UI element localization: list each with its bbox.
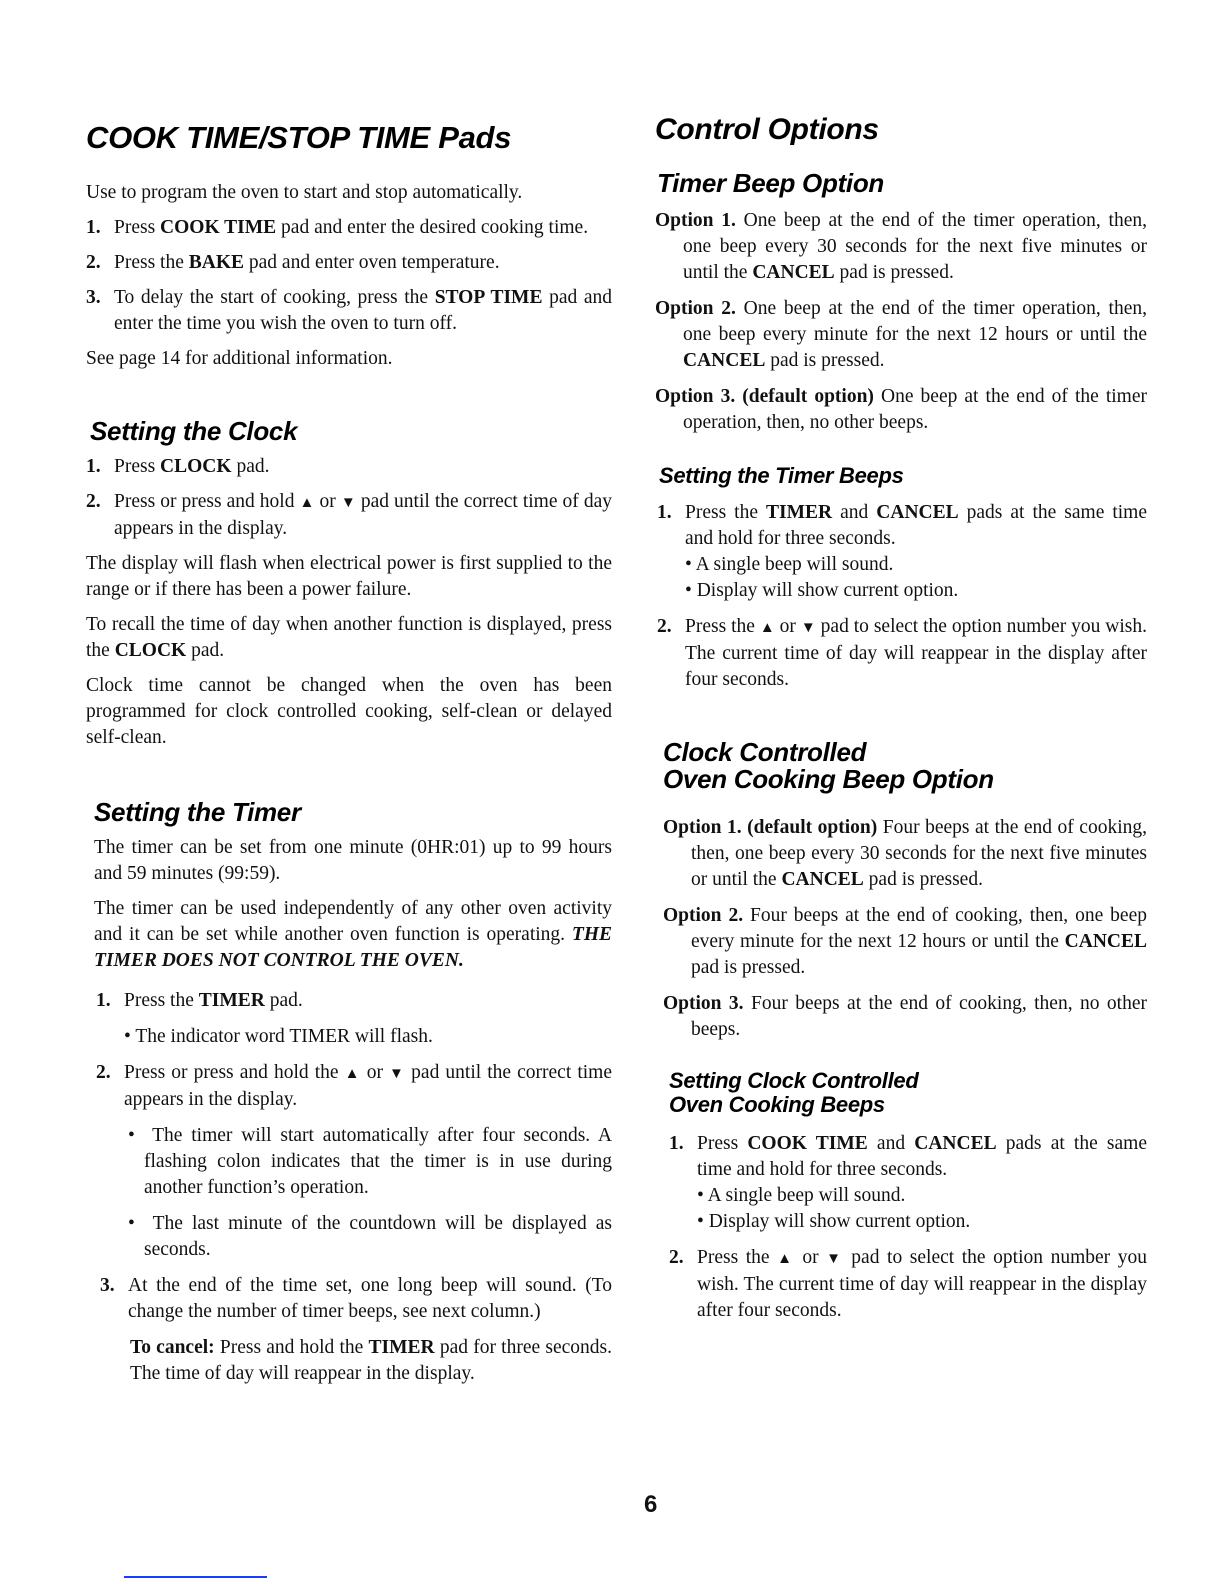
clock-beeps-step-1: 1. Press COOK TIME and CANCEL pads at the same time and hold for three seconds. (669, 1133, 1147, 1180)
setting-timer-heading: Setting the Timer (94, 797, 301, 827)
setting-timer-beeps-section (655, 464, 1147, 693)
clock-beeps-step-2: 2. Press the ▲ or ▼ pad to select the option number you wish. The current time of day will reappear in the display after four seconds. (669, 1247, 1147, 1321)
clock-beep-option-section (655, 739, 1147, 1043)
timer-para-independent: The timer can be used independently of any other oven activity and it can be set while another oven function is operating. THE TIMER DOES NOT CONTROL THE OVEN. (94, 898, 612, 971)
timer-beep-option-heading: Timer Beep Option (657, 168, 885, 198)
timer-beeps-bullet-2: • Display will show current option. (685, 580, 959, 601)
timer-para-range: The timer can be set from one minute (0HR:01) up to 99 hours and 59 minutes (99:59). (94, 837, 612, 884)
setting-clock-heading: Setting the Clock (90, 416, 298, 446)
down-arrow-icon: ▼ (340, 495, 356, 511)
clock-beep-option-heading: Clock Controlled Oven Cooking Beep Option (663, 737, 994, 794)
cook-stop-step-3: 3. To delay the start of cooking, press the STOP TIME pad and enter the time you wish the oven to turn off. (86, 287, 613, 334)
timer-beeps-bullet-1: • A single beep will sound. (685, 554, 894, 575)
timer-warning: THE TIMER DOES NOT CONTROL THE OVEN. (94, 924, 612, 971)
timer-beep-option-3: Option 3. (default option) One beep at the end of the timer operation, then, no other beeps. (655, 386, 1147, 433)
timer-step-1-bullet: • The indicator word TIMER will flash. (124, 1026, 433, 1047)
clock-para-flash: The display will flash when electrical power is first supplied to the range or if there has been a power failure. (86, 553, 612, 600)
timer-step-2-bullet-1: • The timer will start automatically after four seconds. A flashing colon indicates that the timer is in use during another function’s operation. (128, 1125, 612, 1198)
timer-beep-option-1: Option 1. One beep at the end of the timer operation, then, one beep every 30 seconds for the next five minutes or until the CANCEL pad is pressed. (655, 210, 1147, 283)
timer-step-3: 3. At the end of the time set, one long beep will sound. (To change the number of timer beeps, see next column.) (100, 1275, 612, 1322)
cook-stop-step-1: 1. Press COOK TIME pad and enter the desired cooking time. (86, 217, 589, 238)
down-arrow-icon: ▼ (800, 620, 816, 636)
timer-beep-option-section (655, 168, 1147, 436)
timer-beeps-step-2: 2. Press the ▲ or ▼ pad to select the option number you wish. The current time of day will reappear in the display after four seconds. (657, 616, 1148, 690)
setting-clock-beeps-section (655, 1069, 1147, 1324)
setting-clock-beeps-heading: Setting Clock Controlled Oven Cooking Beeps (669, 1068, 919, 1117)
setting-timer-section (86, 797, 612, 1387)
cook-stop-step-2: 2. Press the BAKE pad and enter oven temperature. (86, 252, 500, 273)
timer-step-2: 2. Press or press and hold the ▲ or ▼ pad until the correct time appears in the display. (96, 1062, 612, 1110)
page-number: 6 (644, 1491, 658, 1518)
up-arrow-icon: ▲ (777, 1251, 795, 1267)
down-arrow-icon: ▼ (389, 1066, 406, 1082)
setting-clock-section (86, 416, 612, 751)
timer-cancel-note: To cancel: Press and hold the TIMER pad for three seconds. The time of day will reappear in the display. (130, 1337, 612, 1384)
up-arrow-icon: ▲ (299, 495, 315, 511)
cook-stop-time-heading: COOK TIME/STOP TIME Pads (86, 120, 512, 155)
timer-beeps-step-1: 1. Press the TIMER and CANCEL pads at the same time and hold for three seconds. (657, 502, 1148, 549)
right-column (655, 112, 1147, 1324)
timer-beep-option-2: Option 2. One beep at the end of the timer operation, then, one beep every minute for the next 12 hours or until the CANCEL pad is pressed. (655, 298, 1147, 371)
control-options-heading: Control Options (655, 113, 879, 146)
clock-beep-option-2: Option 2. Four beeps at the end of cooking, then, one beep every minute for the next 12 hours or until the CANCEL pad is pressed. (663, 905, 1147, 978)
clock-step-2: 2. Press or press and hold ▲ or ▼ pad until the correct time of day appears in the display. (86, 491, 612, 539)
setting-timer-beeps-heading: Setting the Timer Beeps (659, 463, 904, 488)
cook-stop-intro: Use to program the oven to start and stop automatically. (86, 182, 523, 203)
clock-step-1: 1. Press CLOCK pad. (86, 456, 270, 477)
clock-beeps-bullet-2: • Display will show current option. (697, 1211, 971, 1232)
down-arrow-icon: ▼ (826, 1251, 844, 1267)
left-column (86, 120, 612, 1387)
clock-beeps-bullet-1: • A single beep will sound. (697, 1185, 906, 1206)
clock-beep-option-1: Option 1. (default option) Four beeps at the end of cooking, then, one beep every 30 seconds for the next five minutes or until the CANCEL pad is pressed. (663, 817, 1148, 890)
up-arrow-icon: ▲ (759, 620, 775, 636)
clock-para-recall: To recall the time of day when another function is displayed, press the CLOCK pad. (86, 614, 612, 661)
timer-step-1: 1. Press the TIMER pad. (96, 990, 303, 1011)
cook-stop-time-section (86, 120, 612, 372)
clock-beep-option-3: Option 3. Four beeps at the end of cooking, then, no other beeps. (663, 993, 1147, 1040)
timer-step-2-bullet-2: • The last minute of the countdown will be displayed as seconds. (128, 1213, 612, 1260)
footer-rule (124, 1576, 267, 1578)
clock-para-restriction: Clock time cannot be changed when the oven has been programmed for clock controlled cooking, self-clean or delayed self-clean. (86, 675, 612, 748)
up-arrow-icon: ▲ (344, 1066, 361, 1082)
cook-stop-note: See page 14 for additional information. (86, 348, 393, 369)
